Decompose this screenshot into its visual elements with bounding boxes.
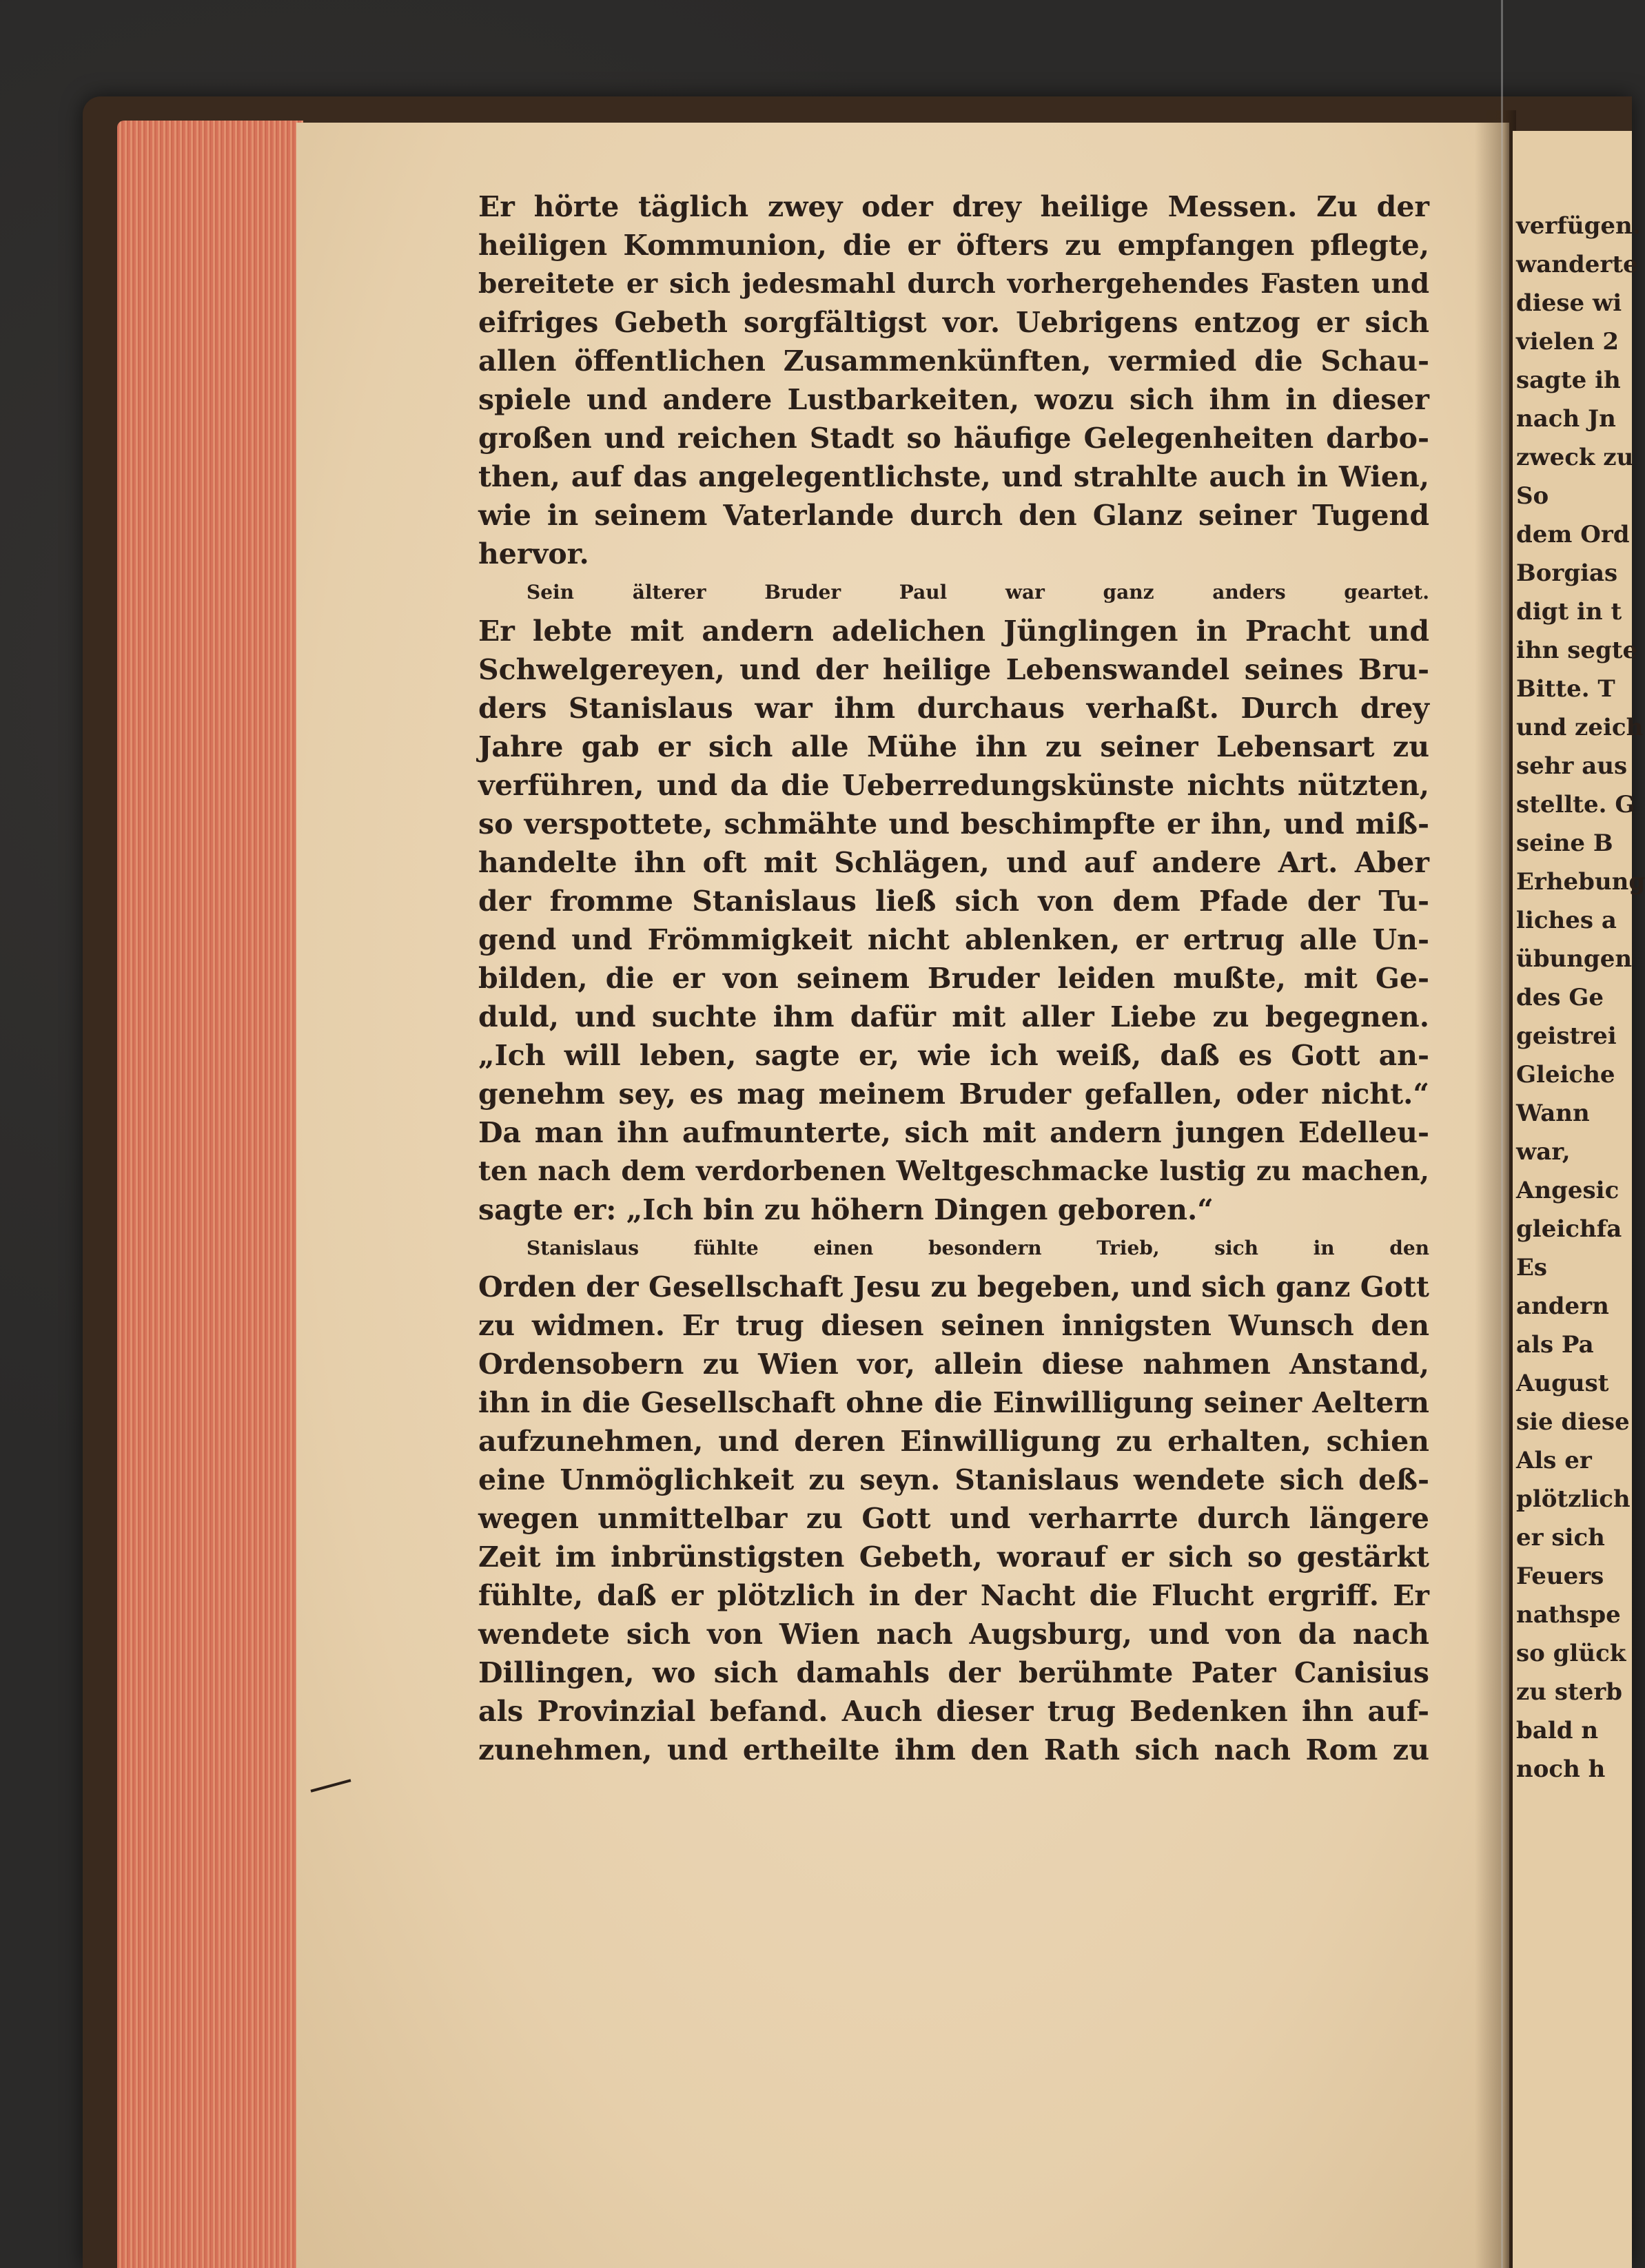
- text-line: ihn in die Gesellschaft ohne die Einwilligung seiner Aeltern: [478, 1386, 1429, 1419]
- right-page-line: zu sterb: [1516, 1678, 1623, 1706]
- right-page-line: August: [1516, 1370, 1609, 1397]
- text-line: genehm sey, es mag meinem Bruder gefallen, oder nicht.“: [478, 1078, 1429, 1111]
- body-text: [478, 187, 1429, 1769]
- text-line: wendete sich von Wien nach Augsburg, und von da nach: [478, 1618, 1429, 1651]
- right-page-line: geistrei: [1516, 1022, 1617, 1050]
- text-line: duld, und suchte ihm dafür mit aller Liebe zu begegnen.: [478, 1000, 1429, 1033]
- text-line: verführen, und da die Ueberredungskünste nichts nützten,: [478, 769, 1429, 802]
- text-line: allen öffentlichen Zusammenkünften, vermied die Schau-: [478, 344, 1429, 378]
- right-page-line: Feuers: [1516, 1563, 1604, 1590]
- right-page-line: seine B: [1516, 829, 1613, 857]
- text-line: zu widmen. Er trug diesen seinen innigsten Wunsch den: [478, 1309, 1429, 1342]
- right-page-line: Erhebung: [1516, 868, 1645, 896]
- text-line: aufzunehmen, und deren Einwilligung zu erhalten, schien: [478, 1425, 1429, 1458]
- scanner-glass-edge: [1501, 0, 1503, 2268]
- right-page-line: gleichfa: [1516, 1215, 1622, 1243]
- text-line: „Ich will leben, sagte er, wie ich weiß, daß es Gott an-: [478, 1039, 1429, 1072]
- right-page-line: so glück: [1516, 1640, 1626, 1667]
- right-page-line: noch h: [1516, 1755, 1606, 1783]
- text-line: der fromme Stanislaus ließ sich von dem Pfade der Tu-: [478, 885, 1429, 918]
- right-page-line: sie diese: [1516, 1408, 1630, 1436]
- text-line: Jahre gab er sich alle Mühe ihn zu seiner Lebensart zu: [478, 730, 1429, 763]
- text-line: so verspottete, schmähte und beschimpfte er ihn, und miß-: [478, 807, 1429, 841]
- right-page-line: digt in t: [1516, 598, 1622, 626]
- text-line: großen und reichen Stadt so häufige Gelegenheiten darbo-: [478, 422, 1429, 455]
- text-line: heiligen Kommunion, die er öfters zu empfangen pflegte,: [478, 229, 1429, 262]
- right-page-line: und zeich: [1516, 714, 1644, 741]
- right-page-line: Angesic: [1516, 1177, 1620, 1204]
- text-line: Er lebte mit andern adelichen Jünglingen in Pracht und: [478, 615, 1429, 648]
- text-line: ders Stanislaus war ihm durchaus verhaßt. Durch drey: [478, 692, 1429, 725]
- right-page-line: Als er: [1516, 1447, 1592, 1474]
- text-line: Schwelgereyen, und der heilige Lebenswandel seines Bru-: [478, 653, 1429, 686]
- right-page-line: des Ge: [1516, 984, 1604, 1011]
- right-page-line: zweck zu: [1516, 444, 1634, 471]
- text-line: hervor.: [478, 537, 589, 570]
- page-edges: [117, 121, 303, 2268]
- right-page-line: war,: [1516, 1138, 1571, 1166]
- text-line: wie in seinem Vaterlande durch den Glanz seiner Tugend: [478, 499, 1429, 532]
- text-line: eine Unmöglichkeit zu seyn. Stanislaus wendete sich deß-: [478, 1463, 1429, 1496]
- text-line: handelte ihn oft mit Schlägen, und auf andere Art. Aber: [478, 846, 1429, 879]
- text-line: bereitete er sich jedesmahl durch vorhergehendes Fasten und: [478, 268, 1429, 300]
- text-line: Sein älterer Bruder Paul war ganz anders geartet.: [527, 581, 1429, 604]
- right-page-line: Gleiche: [1516, 1061, 1615, 1089]
- right-page-line: nach Jn: [1516, 405, 1616, 433]
- right-page-line: nathspe: [1516, 1601, 1621, 1629]
- right-page-line: So: [1516, 482, 1549, 510]
- book-gutter: [1475, 110, 1516, 2268]
- text-line: Orden der Gesellschaft Jesu zu begeben, und sich ganz Gott: [478, 1270, 1429, 1303]
- text-line: Da man ihn aufmunterte, sich mit andern jungen Edelleu-: [478, 1116, 1429, 1149]
- right-page-line: vielen 2: [1516, 328, 1620, 355]
- text-line: spiele und andere Lustbarkeiten, wozu sich ihm in dieser: [478, 383, 1429, 416]
- right-page-line: sehr aus: [1516, 752, 1628, 780]
- text-line: zunehmen, und ertheilte ihm den Rath sich nach Rom zu: [478, 1733, 1429, 1766]
- right-page-line: wanderte: [1516, 251, 1638, 278]
- text-line: gend und Frömmigkeit nicht ablenken, er ertrug alle Un-: [478, 923, 1429, 956]
- right-page-line: Es: [1516, 1254, 1548, 1281]
- right-page-line: sagte ih: [1516, 367, 1621, 394]
- right-page-line: ihn segte: [1516, 637, 1638, 664]
- text-line: eifriges Gebeth sorgfältigst vor. Uebrigens entzog er sich: [478, 306, 1429, 339]
- right-page-line: verfügen.: [1516, 212, 1641, 240]
- right-page-line: Borgias: [1516, 559, 1618, 587]
- right-page-line: Wann: [1516, 1100, 1590, 1127]
- text-line: Stanislaus fühlte einen besondern Trieb, sich in den: [527, 1237, 1429, 1259]
- right-page-line: stellte. G: [1516, 791, 1635, 818]
- right-page-line: übungen: [1516, 945, 1633, 973]
- right-page-line: liches a: [1516, 907, 1617, 934]
- right-page-line: er sich: [1516, 1524, 1605, 1551]
- right-page-line: bald n: [1516, 1717, 1599, 1744]
- right-page-line: plötzlich: [1516, 1485, 1631, 1513]
- text-line: bilden, die er von seinem Bruder leiden mußte, mit Ge-: [478, 962, 1429, 995]
- text-line: Er hörte täglich zwey oder drey heilige Messen. Zu der: [478, 190, 1429, 223]
- text-line: wegen unmittelbar zu Gott und verharrte durch längere: [478, 1502, 1429, 1535]
- right-page-line: als Pa: [1516, 1331, 1594, 1359]
- text-line: Dillingen, wo sich damahls der berühmte Pater Canisius: [478, 1656, 1429, 1689]
- right-page-line: dem Ord: [1516, 521, 1630, 548]
- text-line: als Provinzial befand. Auch dieser trug Bedenken ihn auf-: [478, 1695, 1429, 1728]
- right-page-text: [1516, 207, 1645, 1788]
- right-page-line: Bitte. T: [1516, 675, 1615, 703]
- text-line: fühlte, daß er plötzlich in der Nacht die Flucht ergriff. Er: [478, 1579, 1429, 1612]
- right-page-line: diese wi: [1516, 289, 1622, 317]
- right-page-line: andern: [1516, 1292, 1609, 1320]
- text-line: Ordensobern zu Wien vor, allein diese nahmen Anstand,: [478, 1348, 1429, 1381]
- text-line: then, auf das angelegentlichste, und strahlte auch in Wien,: [478, 460, 1429, 493]
- text-line: sagte er: „Ich bin zu höhern Dingen geboren.“: [478, 1193, 1214, 1226]
- text-line: Zeit im inbrünstigsten Gebeth, worauf er sich so gestärkt: [478, 1540, 1429, 1574]
- text-line: ten nach dem verdorbenen Weltgeschmacke lustig zu machen,: [478, 1155, 1429, 1187]
